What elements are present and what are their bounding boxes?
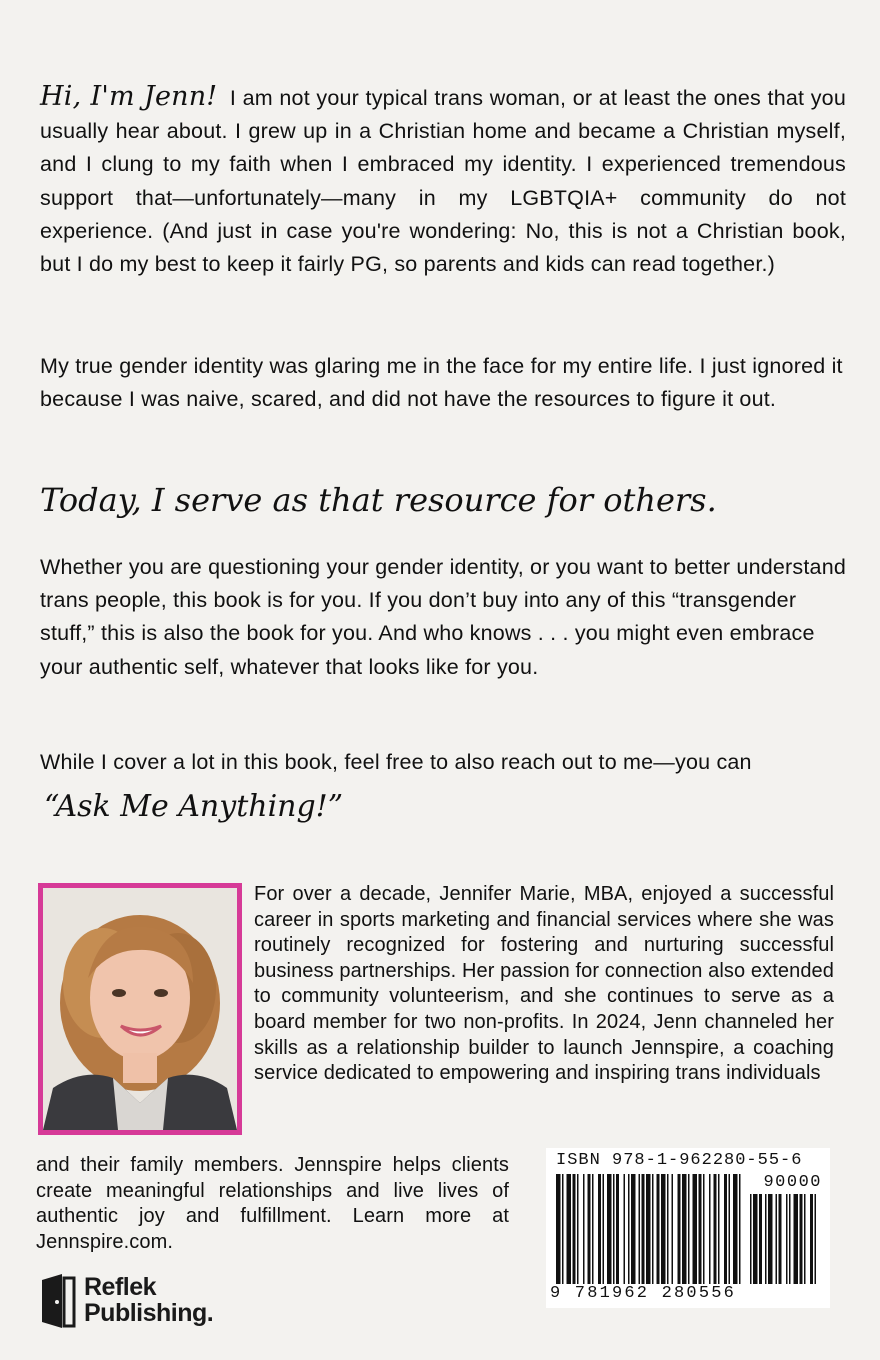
audience-paragraph: Whether you are questioning your gender identity, or you want to better understand trans people, this book is for you. If you don’t buy into any of this “transgender stuff,” this is also the book for you. And who knows . . . you might even embrace your authentic self, whatever that looks like for you. <box>40 555 847 679</box>
isbn-barcode <box>546 1148 830 1308</box>
ean-digits: 9 781962 280556 <box>550 1284 737 1303</box>
author-bio-top: For over a decade, Jennifer Marie, MBA, enjoyed a successful career in sports marketing and financial services where she was routinely recognized for fostering and nurturing successful business partnerships. Her passion for connection also extended to community volunteerism, and she continues to serve as a board member for two non-profits. In 2024, Jenn channeled her skills as a relationship builder to launch Jennspire, a coaching service dedicated to empowering and inspiring trans individuals <box>254 883 834 1085</box>
intro-paragraph <box>40 80 846 281</box>
publisher-name-line1: Reflek <box>84 1273 157 1301</box>
publisher-name-line2: Publishing. <box>84 1299 214 1327</box>
greeting: Hi, I'm Jenn! <box>40 81 218 112</box>
isbn-label: ISBN 978-1-962280-55-6 <box>556 1151 803 1170</box>
publisher-logo <box>40 1270 213 1330</box>
identity-paragraph: My true gender identity was glaring me in the face for my entire life. I just ignored it because I was naive, scared, and did not have the resources to figure it out. <box>40 354 843 412</box>
door-icon <box>40 1270 78 1330</box>
price-code: 90000 <box>763 1173 822 1192</box>
ask-me-anything: “Ask Me Anything!” <box>44 789 344 824</box>
intro-text: I am not your typical trans woman, or at least the ones that you usually hear about. I grew up in a Christian home and became a Christian myself, and I clung to my faith when I embraced my identity. I experienced tremendous support that—unfortunately—many in my LGBTQIA+ community do not experience. (And just in case you're wondering: No, this is not a Christian book, but I do my best to keep it fairly PG, so parents and kids can read together.) <box>40 86 846 277</box>
author-photo <box>38 883 242 1135</box>
contact-paragraph: While I cover a lot in this book, feel free to also reach out to me—you can <box>40 750 752 774</box>
tagline: Today, I serve as that resource for others. <box>40 481 717 519</box>
author-bio-bottom: and their family members. Jennspire helps clients create meaningful relationships and live lives of authentic joy and fulfillment. Learn more at Jennspire.com. <box>36 1154 509 1253</box>
